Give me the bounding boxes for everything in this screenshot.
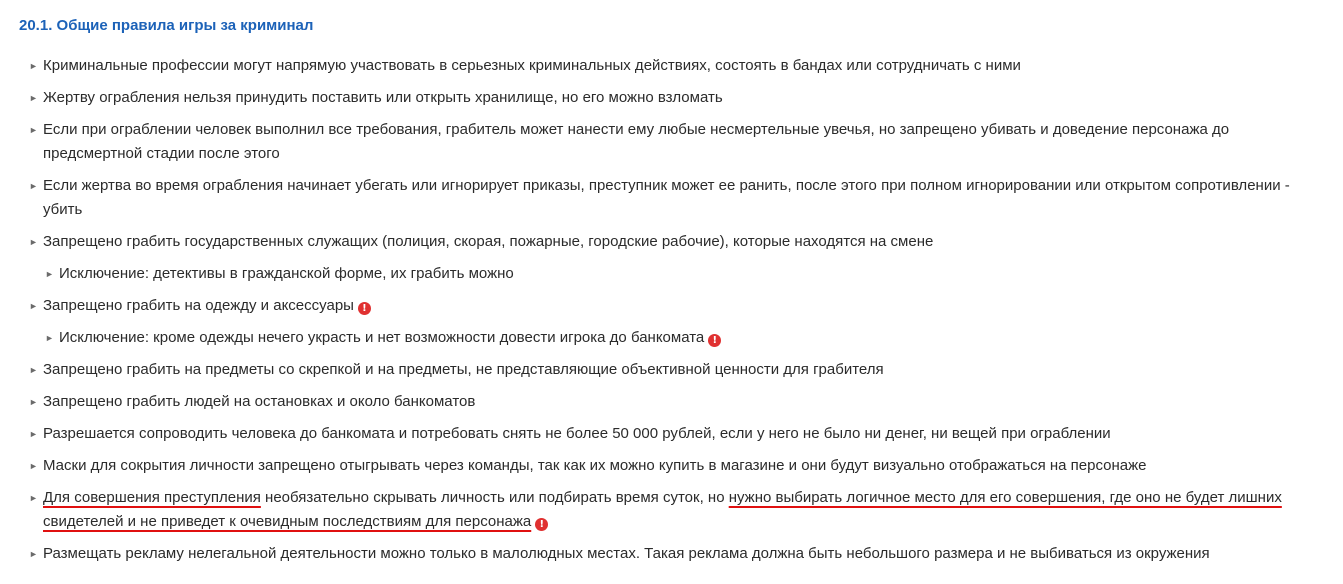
rule-text: Исключение: кроме одежды нечего украсть и нет возможности довести игрока до банкомата <box>59 329 705 346</box>
bullet-icon: ► <box>29 549 38 559</box>
rule-subitem <box>0 262 1343 286</box>
rule-item <box>0 86 1343 110</box>
bullet-icon: ► <box>29 429 38 439</box>
bullet-icon: ► <box>29 181 38 191</box>
rule-text: Запрещено грабить государственных служащих (полиция, скорая, пожарные, городские рабочие), которые находятся на смене <box>43 233 934 250</box>
rule-item <box>0 358 1343 382</box>
rule-text: Если при ограблении человек выполнил все требования, грабитель может нанести ему любые несмертельные увечья, но запрещено убивать и доведение персонажа до предсмертной стадии после этого <box>43 121 1230 162</box>
rule-text: необязательно скрывать личность или подбирать время суток, но <box>260 489 729 506</box>
rule-text: Разрешается сопроводить человека до банкомата и потребовать снять не более 50 000 рублей, если у него не было ни денег, ни вещей при ограблении <box>43 425 1111 442</box>
bullet-icon: ► <box>29 493 38 503</box>
bullet-icon: ► <box>29 461 38 471</box>
warning-icon: ! <box>358 302 371 315</box>
rule-text: Криминальные профессии могут напрямую участвовать в серьезных криминальных действиях, состоять в бандах или сотрудничать с ними <box>43 57 1021 74</box>
rule-text: Если жертва во время ограбления начинает убегать или игнорирует приказы, преступник может ее ранить, после этого при полном игнорировании или открытом сопротивлении - убить <box>43 177 1290 218</box>
rule-text: Жертву ограбления нельзя принудить поставить или открыть хранилище, но его можно взломать <box>43 89 723 106</box>
bullet-icon: ► <box>29 237 38 247</box>
rule-item <box>0 54 1343 78</box>
rule-item <box>0 542 1343 566</box>
bullet-icon: ► <box>45 333 54 343</box>
rules-list <box>0 54 1343 574</box>
rule-text-underlined: нужно выбирать логичное место для его совершения, где оно не будет лишних свидетелей и не приведет к очевидным последствиям для персонажа <box>43 489 1282 530</box>
rule-subitem <box>0 326 1343 350</box>
bullet-icon: ► <box>29 93 38 103</box>
rule-text: Размещать рекламу нелегальной деятельности можно только в малолюдных местах. Такая реклама должна быть небольшого размера и не выбиваться из окружения <box>43 545 1210 562</box>
rule-text: Запрещено грабить на предметы со скрепкой и на предметы, не представляющие объективной ценности для грабителя <box>43 361 884 378</box>
bullet-icon: ► <box>29 365 38 375</box>
warning-icon: ! <box>708 334 721 347</box>
rule-item <box>0 486 1343 534</box>
bullet-icon: ► <box>29 61 38 71</box>
warning-icon: ! <box>535 518 548 531</box>
rule-item <box>0 422 1343 446</box>
rule-text: Запрещено грабить на одежду и аксессуары <box>43 297 354 314</box>
bullet-icon: ► <box>29 397 38 407</box>
rule-item <box>0 390 1343 414</box>
section-title: 20.1. Общие правила игры за криминал <box>19 17 314 34</box>
bullet-icon: ► <box>29 125 38 135</box>
rule-item <box>0 294 1343 318</box>
rule-item <box>0 174 1343 222</box>
rule-item <box>0 230 1343 254</box>
rule-text: Исключение: детективы в гражданской форме, их грабить можно <box>59 265 514 282</box>
rule-text-underlined: Для совершения преступления <box>43 489 261 506</box>
bullet-icon: ► <box>45 269 54 279</box>
rule-text: Маски для сокрытия личности запрещено отыгрывать через команды, так как их можно купить в магазине и они будут визуально отображаться на персонаже <box>43 457 1147 474</box>
rule-text: Запрещено грабить людей на остановках и около банкоматов <box>43 393 476 410</box>
rule-item <box>0 454 1343 478</box>
bullet-icon: ► <box>29 301 38 311</box>
rule-item <box>0 118 1343 166</box>
